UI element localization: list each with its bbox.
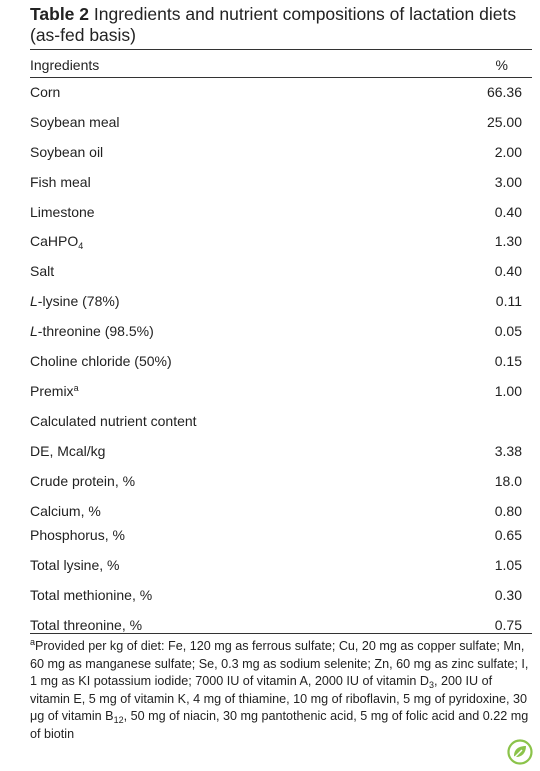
row-label <box>30 142 103 162</box>
top-rule <box>30 49 532 50</box>
row-label-text: Calcium, % <box>30 503 101 519</box>
footnote-text-3: , 50 mg of niacin, 30 mg pantothenic acid, 5 mg of folic acid and 0.22 mg of biotin <box>30 709 529 741</box>
row-value: 3.38 <box>494 443 522 459</box>
table-row <box>30 585 522 605</box>
table-row <box>30 471 522 491</box>
footnote-text-2: , 200 IU of vitamin E, 5 mg of vitamin K, 4 mg of thiamine, 10 mg of riboflavin, 5 mg of pyridoxine, 30 μg of vitamin B <box>30 674 527 724</box>
row-label-text: Crude protein, % <box>30 473 136 489</box>
row-label-text: DE, Mcal/kg <box>30 443 106 459</box>
row-label <box>30 82 60 102</box>
row-label <box>30 525 125 545</box>
row-label-text: Total threonine, % <box>30 617 143 633</box>
footnote-sub-2: 12 <box>113 715 124 726</box>
row-label-text: Premix <box>30 383 74 399</box>
table-row <box>30 321 522 341</box>
row-label-text: -lysine (78%) <box>37 293 120 309</box>
row-label <box>30 555 119 575</box>
row-label-text: Salt <box>30 263 55 279</box>
row-label <box>30 112 120 132</box>
header-rule <box>30 77 532 78</box>
row-label-text: Corn <box>30 84 61 100</box>
table-row <box>30 291 522 311</box>
row-label <box>30 471 135 491</box>
row-label-text: CaHPO <box>30 233 79 249</box>
row-label <box>30 585 152 605</box>
table-title: Ingredients and nutrient compositions of lactation diets (as-fed basis) <box>30 4 517 45</box>
row-label-text: Limestone <box>30 204 95 220</box>
row-value: 3.00 <box>494 174 522 190</box>
row-label <box>30 202 95 222</box>
table-row <box>30 381 522 401</box>
row-value: 0.40 <box>494 204 522 220</box>
row-value: 1.30 <box>494 233 522 249</box>
row-value: 1.05 <box>494 557 522 573</box>
row-label-text: Calculated nutrient content <box>30 413 197 429</box>
table-row <box>30 411 522 431</box>
row-value: 2.00 <box>494 144 522 160</box>
table-row <box>30 261 522 281</box>
row-label-text: Total methionine, % <box>30 587 153 603</box>
row-label-subscript: 4 <box>78 241 84 251</box>
row-value: 0.15 <box>494 353 522 369</box>
row-label <box>30 172 91 192</box>
row-value: 0.30 <box>494 587 522 603</box>
row-label <box>30 261 54 281</box>
footnote-text-1: Provided per kg of diet: Fe, 120 mg as ferrous sulfate; Cu, 20 mg as copper sulfate; Mn, 60 mg as manganese sulfate; Se, 0.3 mg as sodium selenite; Zn, 60 mg as zinc sulfate; I, 1 mg as KI potassium iodide; 7000 IU of vitamin A, 2000 IU of vitamin D <box>30 639 529 689</box>
row-label-prefix: L <box>30 323 38 339</box>
table-footnote <box>30 638 535 744</box>
row-label-text: Choline chloride (50%) <box>30 353 172 369</box>
table-row <box>30 351 522 371</box>
row-label-text: Fish meal <box>30 174 91 190</box>
row-value: 0.80 <box>494 503 522 519</box>
bottom-rule <box>30 633 532 634</box>
table-row <box>30 231 522 251</box>
row-label-text: Phosphorus, % <box>30 527 125 543</box>
table-row <box>30 142 522 162</box>
row-label-prefix: L <box>30 293 38 309</box>
row-label <box>30 321 154 341</box>
row-label-text: -threonine (98.5%) <box>37 323 154 339</box>
row-value: 0.75 <box>494 617 522 633</box>
row-label <box>30 231 83 251</box>
footnote-mark: a <box>30 637 36 647</box>
table-row <box>30 112 522 132</box>
table-row <box>30 555 522 575</box>
header-ingredients: Ingredients <box>30 57 100 73</box>
row-value: 25.00 <box>486 114 522 130</box>
table-row <box>30 82 522 102</box>
row-label <box>30 441 105 461</box>
row-label-text: Soybean oil <box>30 144 104 160</box>
leaf-badge-icon <box>507 739 533 765</box>
row-value: 0.40 <box>494 263 522 279</box>
row-value: 0.11 <box>495 293 522 309</box>
footnote-sub-1: 3 <box>429 680 435 691</box>
table-row <box>30 172 522 192</box>
table-caption <box>30 4 530 46</box>
row-label <box>30 615 142 635</box>
table-label: Table 2 <box>30 4 90 24</box>
row-value: 66.36 <box>486 84 522 100</box>
row-value: 18.0 <box>494 473 522 489</box>
table-row <box>30 501 522 521</box>
table-row <box>30 202 522 222</box>
row-value: 0.05 <box>494 323 522 339</box>
row-label-text: Total lysine, % <box>30 557 120 573</box>
row-label <box>30 411 197 431</box>
table-row <box>30 441 522 461</box>
header-row <box>30 55 522 75</box>
row-value: 1.00 <box>494 383 522 399</box>
header-percent: % <box>495 57 508 73</box>
row-label <box>30 291 120 311</box>
row-label <box>30 351 172 371</box>
row-label-text: Soybean meal <box>30 114 120 130</box>
row-label <box>30 381 79 401</box>
row-value: 0.65 <box>494 527 522 543</box>
table-row <box>30 615 522 635</box>
row-label-superscript: a <box>73 383 79 393</box>
table-row <box>30 525 522 545</box>
row-label <box>30 501 101 521</box>
